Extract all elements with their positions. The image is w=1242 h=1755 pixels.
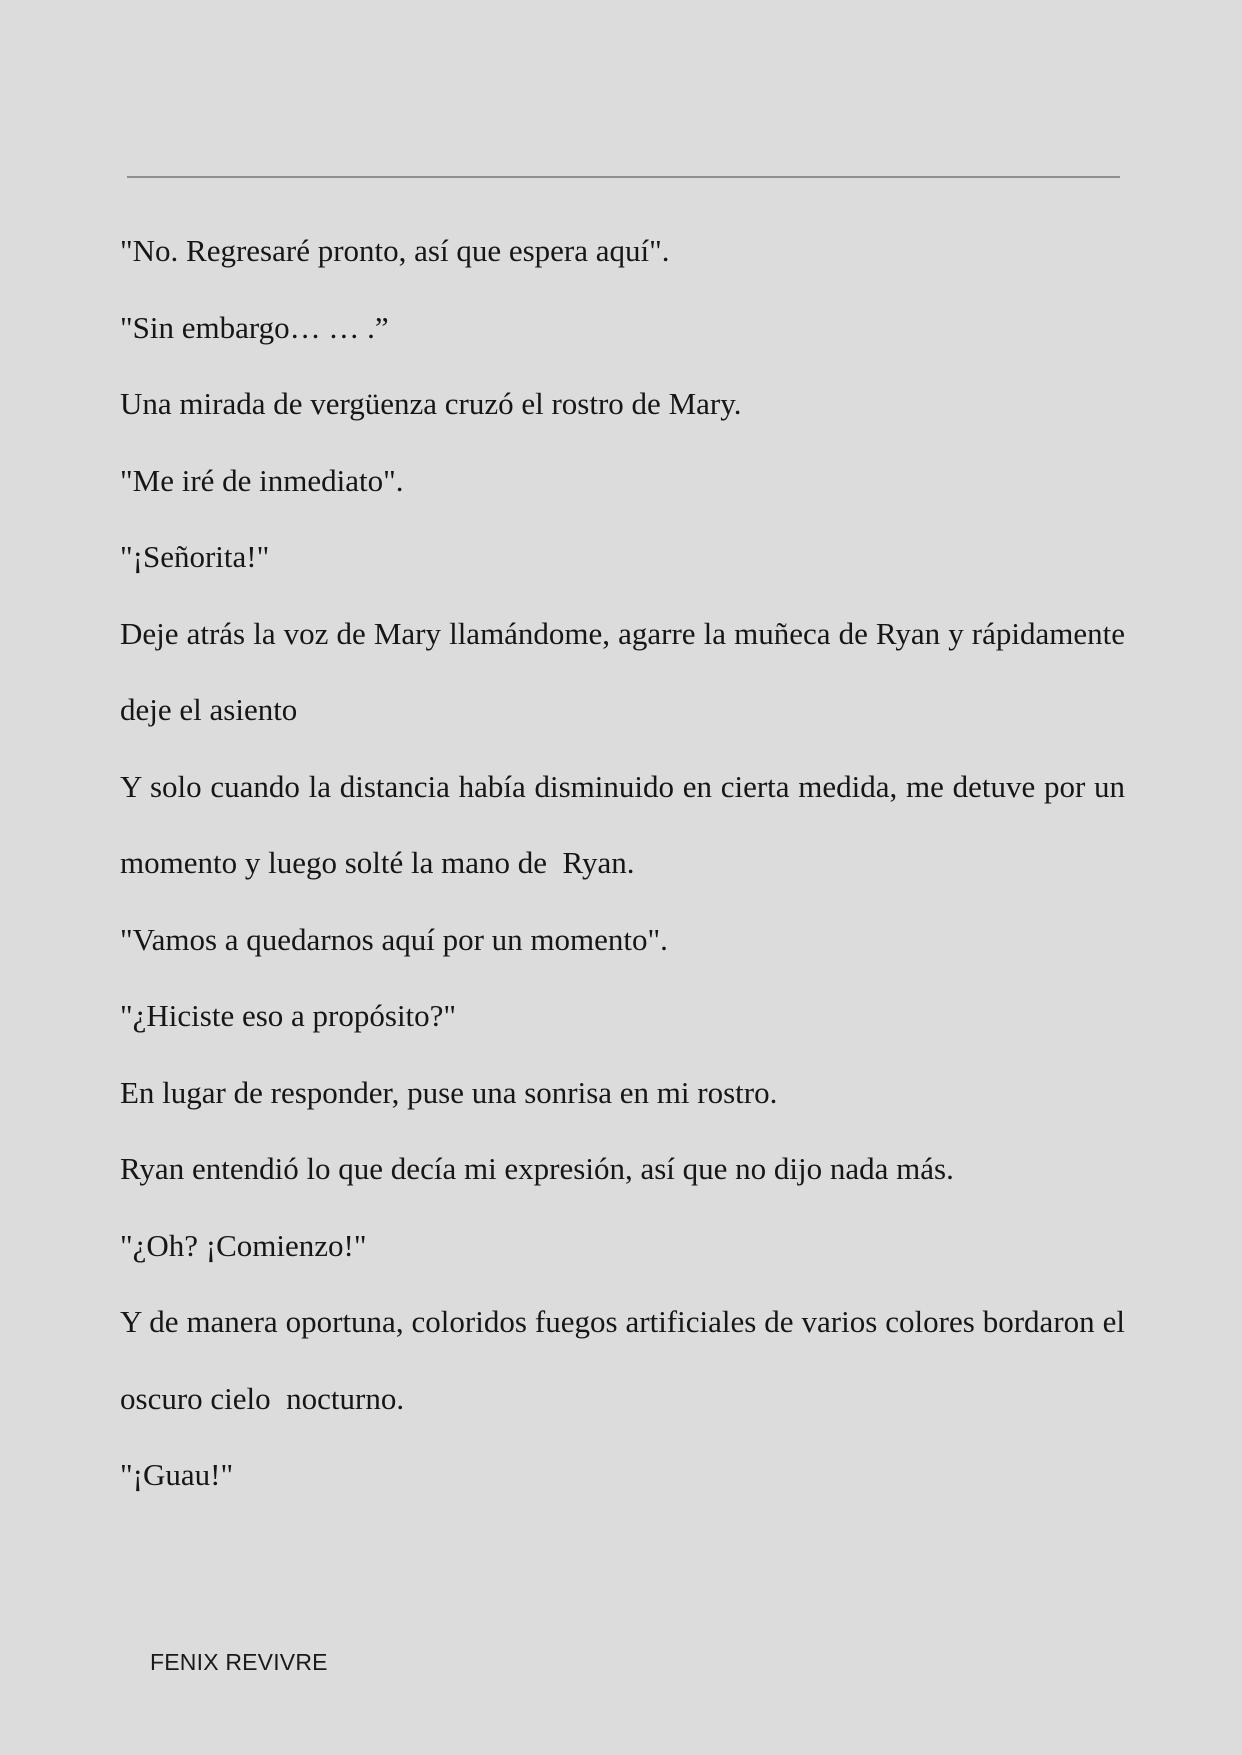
paragraph: Deje atrás la voz de Mary llamándome, agarre la muñeca de Ryan y rápidamente deje el asiento (120, 615, 1133, 727)
paragraph: "No. Regresaré pronto, así que espera aquí". (120, 233, 670, 268)
paragraph: "Me iré de inmediato". (120, 462, 404, 498)
paragraph: Y solo cuando la distancia había disminuido en cierta medida, me detuve por un momento y luego solté la mano de Ryan. (120, 768, 1133, 880)
paragraph: En lugar de responder, puse una sonrisa en mi rostro. (120, 1074, 778, 1110)
paragraph: "¿Oh? ¡Comienzo!" (120, 1227, 367, 1263)
paragraph: "¡Guau!" (120, 1457, 234, 1492)
paragraph: Y de manera oportuna, coloridos fuegos artificiales de varios colores bordaron el oscuro cielo nocturno. (120, 1304, 1133, 1416)
paragraph: Ryan entendió lo que decía mi expresión, así que no dijo nada más. (120, 1151, 954, 1186)
paragraph: "¡Señorita!" (120, 539, 270, 574)
paragraph: "¿Hiciste eso a propósito?" (120, 998, 457, 1033)
paragraph: "Vamos a quedarnos aquí por un momento". (120, 921, 668, 957)
body-text (120, 213, 1133, 1514)
paragraph: "Sin embargo… … .” (120, 309, 389, 345)
page-footer: FENIX REVIVRE (150, 1649, 328, 1675)
paragraph: Una mirada de vergüenza cruzó el rostro de Mary. (120, 386, 742, 421)
header-divider (127, 176, 1120, 178)
